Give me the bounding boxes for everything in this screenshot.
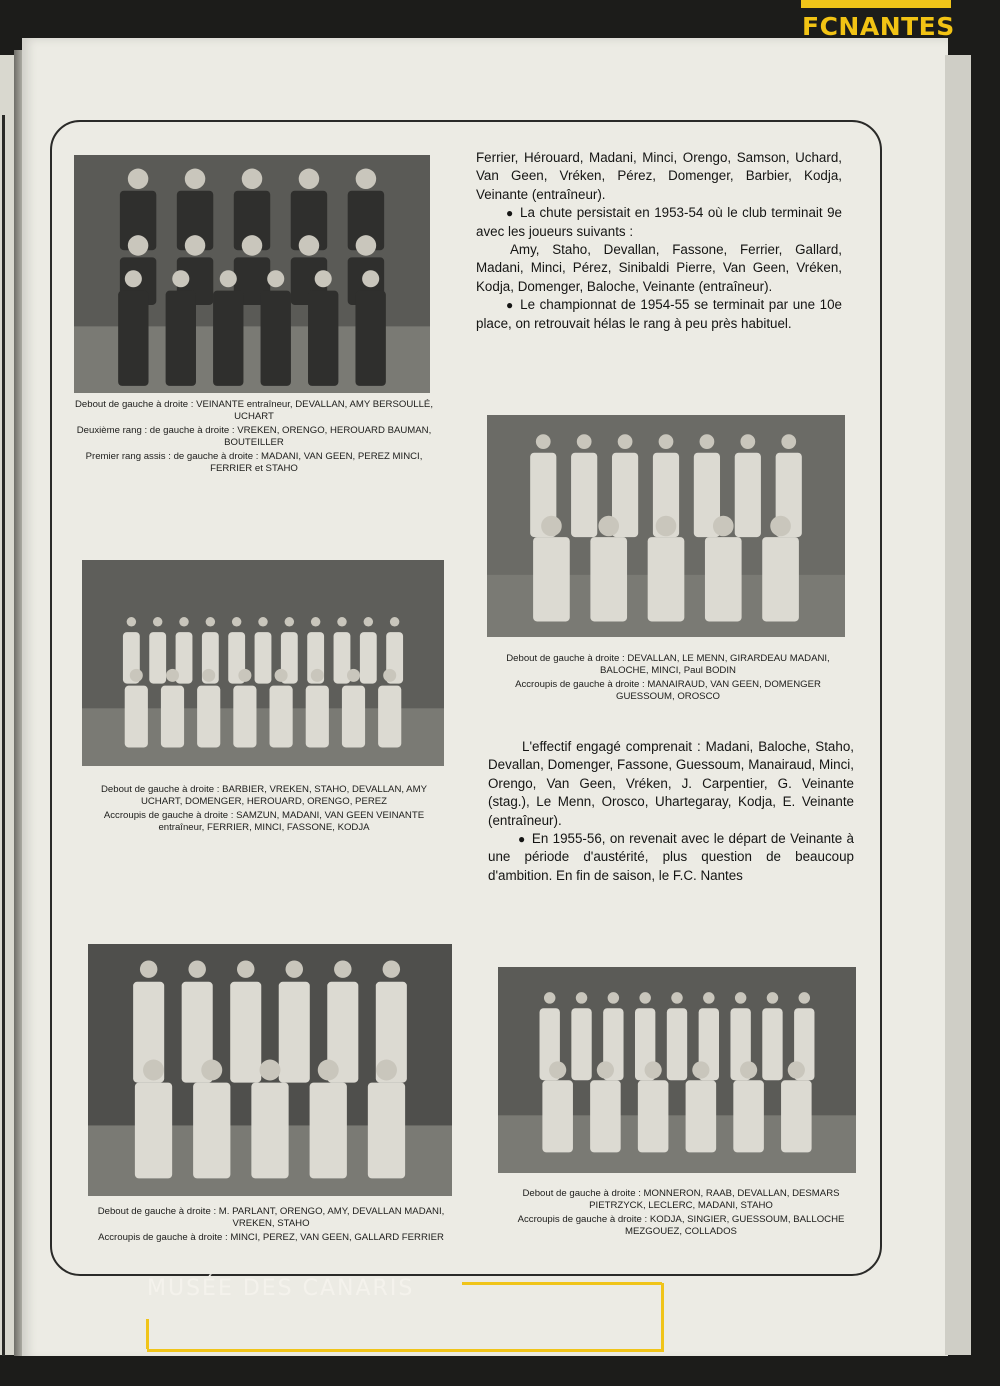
photo-5-caption bbox=[498, 1188, 864, 1240]
caption-line: Accroupis de gauche à droite : MANAIRAUD, VAN GEEN, DOMENGER GUESSOUM, OROSCO bbox=[515, 679, 821, 702]
paragraph: Ferrier, Hérouard, Madani, Minci, Orengo, Samson, Uchard, Van Geen, Vréken, Pérez, Domenger, Barbier, Kodja, Veinante (entraîneur). bbox=[476, 150, 842, 202]
article-text-top bbox=[476, 149, 842, 333]
brand-accent-bar bbox=[801, 0, 951, 8]
photo-3-caption bbox=[82, 784, 446, 836]
caption-line: Debout de gauche à droite : VEINANTE entraîneur, DEVALLAN, AMY BERSOULLÉ, UCHART bbox=[75, 399, 433, 422]
team-photo-4 bbox=[88, 944, 452, 1196]
fc-nantes-logo: FCNANTES bbox=[802, 12, 955, 41]
caption-line: Debout de gauche à droite : DEVALLAN, LE MENN, GIRARDEAU MADANI, BALOCHE, MINCI, Paul BODIN bbox=[506, 653, 830, 676]
museum-label: MUSÉE DES CANARIS bbox=[147, 1276, 415, 1301]
photo-4-caption bbox=[88, 1206, 454, 1247]
photo-silhouettes bbox=[82, 560, 444, 766]
left-page-edge bbox=[0, 55, 14, 1355]
photo-1-caption bbox=[74, 399, 434, 478]
photo-silhouettes bbox=[88, 944, 452, 1196]
page-edge-right bbox=[945, 55, 971, 1355]
team-photo-3 bbox=[82, 560, 444, 766]
caption-line: Accroupis de gauche à droite : SAMZUN, MADANI, VAN GEEN VEINANTE entraîneur, FERRIER, MINCI, FASSONE, KODJA bbox=[103, 810, 425, 833]
paragraph: ● Le championnat de 1954-55 se terminait par une 10e place, on retrouvait hélas le rang à peu près habituel. bbox=[476, 296, 842, 333]
team-photo-2 bbox=[487, 415, 845, 637]
team-photo-1 bbox=[74, 155, 430, 393]
caption-line: Debout de gauche à droite : M. PARLANT, ORENGO, AMY, DEVALLAN MADANI, VREKEN, STAHO bbox=[97, 1206, 445, 1229]
article-text-middle bbox=[488, 738, 854, 885]
photo-silhouettes bbox=[74, 155, 430, 393]
photo-2-caption bbox=[487, 653, 849, 705]
paragraph: Amy, Staho, Devallan, Fassone, Ferrier, Gallard, Madani, Minci, Pérez, Sinibaldi Pierre, Van Geen, Vréken, Kodja, Domenger, Baloche, Veinante (entraîneur). bbox=[476, 242, 842, 294]
caption-line: Premier rang assis : de gauche à droite : MADANI, VAN GEEN, PEREZ MINCI, FERRIER et STAHO bbox=[85, 451, 423, 474]
photo-silhouettes bbox=[487, 415, 845, 637]
caption-line: Debout de gauche à droite : BARBIER, VREKEN, STAHO, DEVALLAN, AMY UCHART, DOMENGER, HEROUARD, ORENGO, PEREZ bbox=[101, 784, 427, 807]
caption-line: Deuxième rang : de gauche à droite : VREKEN, ORENGO, HEROUARD BAUMAN, BOUTEILLER bbox=[76, 425, 432, 448]
caption-line: Accroupis de gauche à droite : KODJA, SINGIER, GUESSOUM, BALLOCHE MEZGOUEZ, COLLADOS bbox=[517, 1214, 845, 1237]
caption-line: Debout de gauche à droite : MONNERON, RAAB, DEVALLAN, DESMARS PIETRZYCK, LECLERC, MADANI, STAHO bbox=[522, 1188, 840, 1211]
paragraph: ● En 1955-56, on revenait avec le départ de Veinante à une période d'austérité, plus question de beaucoup d'ambition. En fin de saison, le F.C. Nantes bbox=[488, 830, 854, 885]
paragraph: L'effectif engagé comprenait : Madani, Baloche, Staho, Devallan, Domenger, Fassone, Guessoum, Manairaud, Minci, Orengo, Van Geen, Vréken, J. Carpentier, G. Veinante (stag.), Le Menn, Orosco, Uhartegaray, Kodja, E. Veinante (entraîneur). bbox=[488, 739, 854, 828]
team-photo-5 bbox=[498, 967, 856, 1173]
caption-line: Accroupis de gauche à droite : MINCI, PEREZ, VAN GEEN, GALLARD FERRIER bbox=[98, 1232, 444, 1244]
paragraph: ● La chute persistait en 1953-54 où le club terminait 9e avec les joueurs suivants : bbox=[476, 204, 842, 241]
photo-silhouettes bbox=[498, 967, 856, 1173]
bottom-shade bbox=[0, 1356, 1000, 1386]
